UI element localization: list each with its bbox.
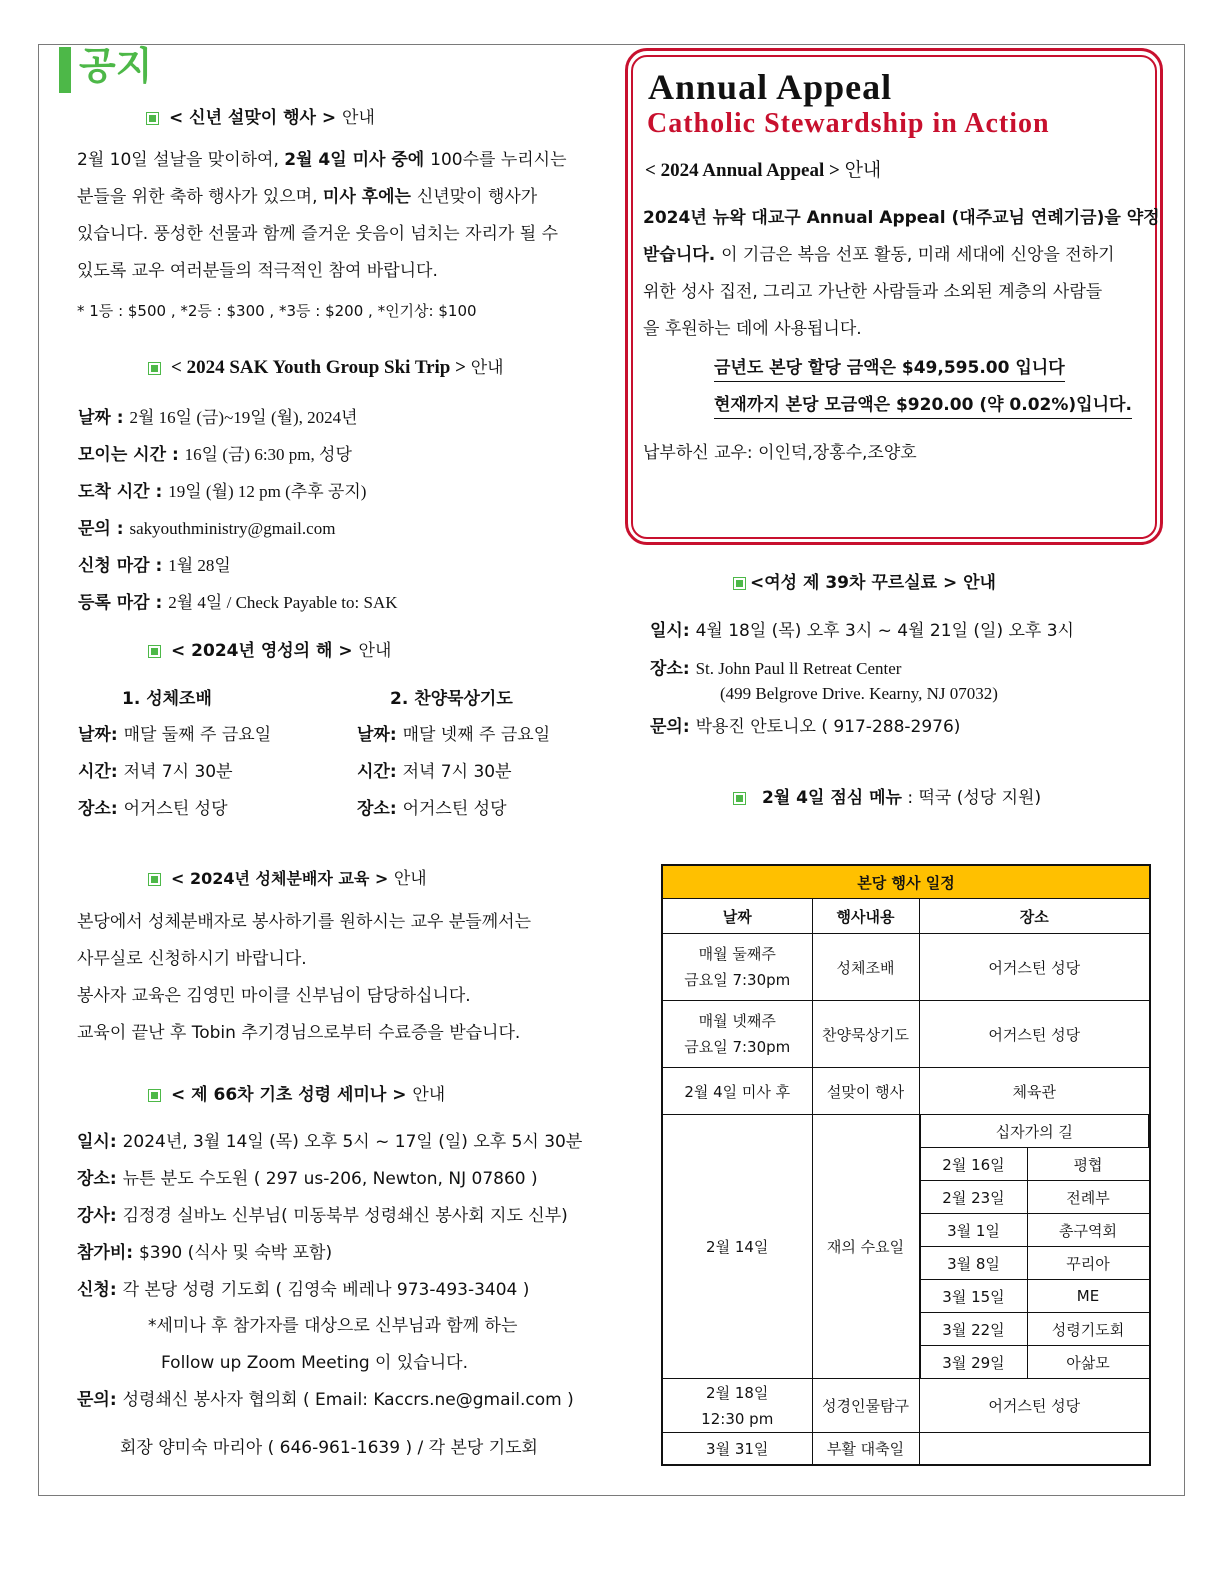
detail-row: 신청 마감 : 1월 28일 <box>78 556 231 576</box>
col-header-date: 날짜 <box>662 899 812 934</box>
green-square-icon <box>148 645 161 658</box>
table-row: 3월 31일 부활 대축일 <box>662 1433 1150 1465</box>
new-year-body: 2월 10일 설날을 맞이하여, 2월 4일 미사 중에 100수를 누리시는 분들을 위한 축하 행사가 있으며, 미사 후에는 신년맞이 행사가 있습니다. 풍성한 선물과 함께 즐거운 웃음이 넘치는 자리가 될 수 있도록 교우 여러분들의 적극적인 참여 바랍니다. <box>77 150 567 281</box>
adoration-title: 1. 성체조배 <box>122 689 212 709</box>
station-row: 3월 1일 총구역회 <box>920 1214 1149 1247</box>
col-header-event: 행사내용 <box>812 899 919 934</box>
detail-row: 날짜: 매달 둘째 주 금요일 <box>78 725 272 745</box>
appeal-heading: < 2024 Annual Appeal > 안내 <box>645 159 882 181</box>
seminar-heading: < 제 66차 기초 성령 세미나 > 안내 <box>148 1080 445 1105</box>
detail-row: 시간: 저녁 7시 30분 <box>78 762 233 782</box>
station-row: 3월 8일 꾸리아 <box>920 1247 1149 1280</box>
appeal-title: Annual Appeal <box>648 67 893 107</box>
new-year-heading: < 신년 설맞이 행사 > 안내 <box>146 103 375 128</box>
green-square-icon <box>733 577 746 590</box>
green-square-icon <box>148 873 161 886</box>
detail-row: 일시: 2024년, 3월 14일 (목) 오후 5시 ~ 17일 (일) 오후 5시 30분 <box>77 1132 583 1152</box>
detail-row: 신청: 각 본당 성령 기도회 ( 김영숙 베레나 973-493-3404 ) <box>77 1280 530 1300</box>
table-row: 매월 둘째주 금요일 7:30pm 성체조배 어거스틴 성당 <box>662 934 1150 1001</box>
green-square-icon <box>733 792 746 805</box>
cursillo-contact: 문의: 박용진 안토니오 ( 917-288-2976) <box>650 717 961 737</box>
detail-row: 장소: 어거스틴 성당 <box>78 799 228 819</box>
table-row: 2월 4일 미사 후 설맞이 행사 체육관 <box>662 1068 1150 1115</box>
seminar-president: 회장 양미숙 마리아 ( 646-961-1639 ) / 각 본당 기도회 <box>120 1438 538 1458</box>
station-row: 2월 16일 평협 <box>920 1148 1149 1181</box>
appeal-body: 2024년 뉴왁 대교구 Annual Appeal (대주교님 연례기금)을 약정 받습니다. 이 기금은 복음 선포 활동, 미래 세대에 신앙을 전하기 위한 성사 집전, 그리고 가난한 사람들과 소외된 계층의 사람들 을 후원하는 데에 사용됩니다. <box>643 208 1160 339</box>
title-accent-bar <box>59 47 71 93</box>
cursillo-place: 장소: St. John Paul ll Retreat Center <box>650 659 902 679</box>
appeal-subtitle: Catholic Stewardship in Action <box>647 108 1050 139</box>
stations-title: 십자가의 길 <box>920 1115 1149 1148</box>
page-title: 공지 <box>79 44 153 88</box>
table-row: 매월 넷째주 금요일 7:30pm 찬양묵상기도 어거스틴 성당 <box>662 1001 1150 1068</box>
appeal-goal: 금년도 본당 할당 금액은 $49,595.00 입니다 <box>714 353 1065 378</box>
seminar-note: *세미나 후 참가자를 대상으로 신부님과 함께 하는 <box>148 1316 518 1336</box>
detail-row: 시간: 저녁 7시 30분 <box>357 762 512 782</box>
col-header-place: 장소 <box>919 899 1150 934</box>
cursillo-heading: <여성 제 39차 꾸르실료 > 안내 <box>733 568 996 593</box>
schedule-title: 본당 행사 일정 <box>662 865 1150 899</box>
station-row: 3월 15일 ME <box>920 1280 1149 1313</box>
detail-row: 날짜 : 2월 16일 (금)~19일 (월), 2024년 <box>78 408 358 428</box>
detail-row: 등록 마감 : 2월 4일 / Check Payable to: SAK <box>78 593 398 613</box>
parish-schedule-table <box>661 864 1151 1466</box>
seminar-note-zoom: Follow up Zoom Meeting 이 있습니다. <box>161 1353 468 1373</box>
detail-row: 날짜: 매달 넷째 주 금요일 <box>357 725 551 745</box>
table-row-ash-wednesday: 2월 14일 재의 수요일 십자가의 길 2월 16일 평협 2월 23일 전례부 3월 1일 총구역회 3월 8일 꾸리아 3월 15일 ME 3월 22일 성령기도회 3월 29일 아삶모 <box>662 1115 1150 1379</box>
station-row: 2월 23일 전례부 <box>920 1181 1149 1214</box>
spiritual-year-heading: < 2024년 영성의 해 > 안내 <box>148 636 391 661</box>
detail-row: 강사: 김정경 실바노 신부님( 미동북부 성령쇄신 봉사회 지도 신부) <box>77 1206 568 1226</box>
station-row: 3월 22일 성령기도회 <box>920 1313 1149 1346</box>
detail-row: 참가비: $390 (식사 및 숙박 포함) <box>77 1243 333 1263</box>
appeal-raised: 현재까지 본당 모금액은 $920.00 (약 0.02%)입니다. <box>714 390 1132 415</box>
ski-trip-heading: < 2024 SAK Youth Group Ski Trip > 안내 <box>148 353 504 379</box>
detail-row: 문의 : sakyouthministry@gmail.com <box>78 519 336 539</box>
seminar-contact: 문의: 성령쇄신 봉사자 협의회 ( Email: Kaccrs.ne@gmail.com ) <box>77 1390 574 1410</box>
praise-title: 2. 찬양묵상기도 <box>390 689 513 709</box>
prizes-text: * 1등 : $500 , *2등 : $300 , *3등 : $200 , *인기상: $100 <box>77 302 477 320</box>
green-square-icon <box>148 1089 161 1102</box>
detail-row: 장소: 뉴튼 분도 수도원 ( 297 us-206, Newton, NJ 07860 ) <box>77 1169 538 1189</box>
table-row: 2월 18일 12:30 pm 성경인물탐구 어거스틴 성당 <box>662 1379 1150 1433</box>
stations-of-cross-table <box>920 1115 1150 1378</box>
eucharist-heading: < 2024년 성체분배자 교육 > 안내 <box>148 864 427 889</box>
appeal-donors: 납부하신 교우: 이인덕,장홍수,조양호 <box>643 443 917 463</box>
station-row: 3월 29일 아삶모 <box>920 1346 1149 1379</box>
cursillo-address: (499 Belgrove Drive. Kearny, NJ 07032) <box>720 684 998 703</box>
green-square-icon <box>146 112 159 125</box>
detail-row: 모이는 시간 : 16일 (금) 6:30 pm, 성당 <box>78 445 352 465</box>
cursillo-date: 일시: 4월 18일 (목) 오후 3시 ~ 4월 21일 (일) 오후 3시 <box>650 621 1074 641</box>
green-square-icon <box>148 362 161 375</box>
lunch-menu: 2월 4일 점심 메뉴 : 떡국 (성당 지원) <box>733 783 1041 808</box>
detail-row: 장소: 어거스틴 성당 <box>357 799 507 819</box>
eucharist-body: 본당에서 성체분배자로 봉사하기를 원하시는 교우 분들께서는 사무실로 신청하시기 바랍니다. 봉사자 교육은 김영민 마이클 신부님이 담당하십니다. 교육이 끝난 후 Tobin 추기경님으로부터 수료증을 받습니다. <box>77 912 531 1043</box>
detail-row: 도착 시간 : 19일 (월) 12 pm (추후 공지) <box>78 482 367 502</box>
